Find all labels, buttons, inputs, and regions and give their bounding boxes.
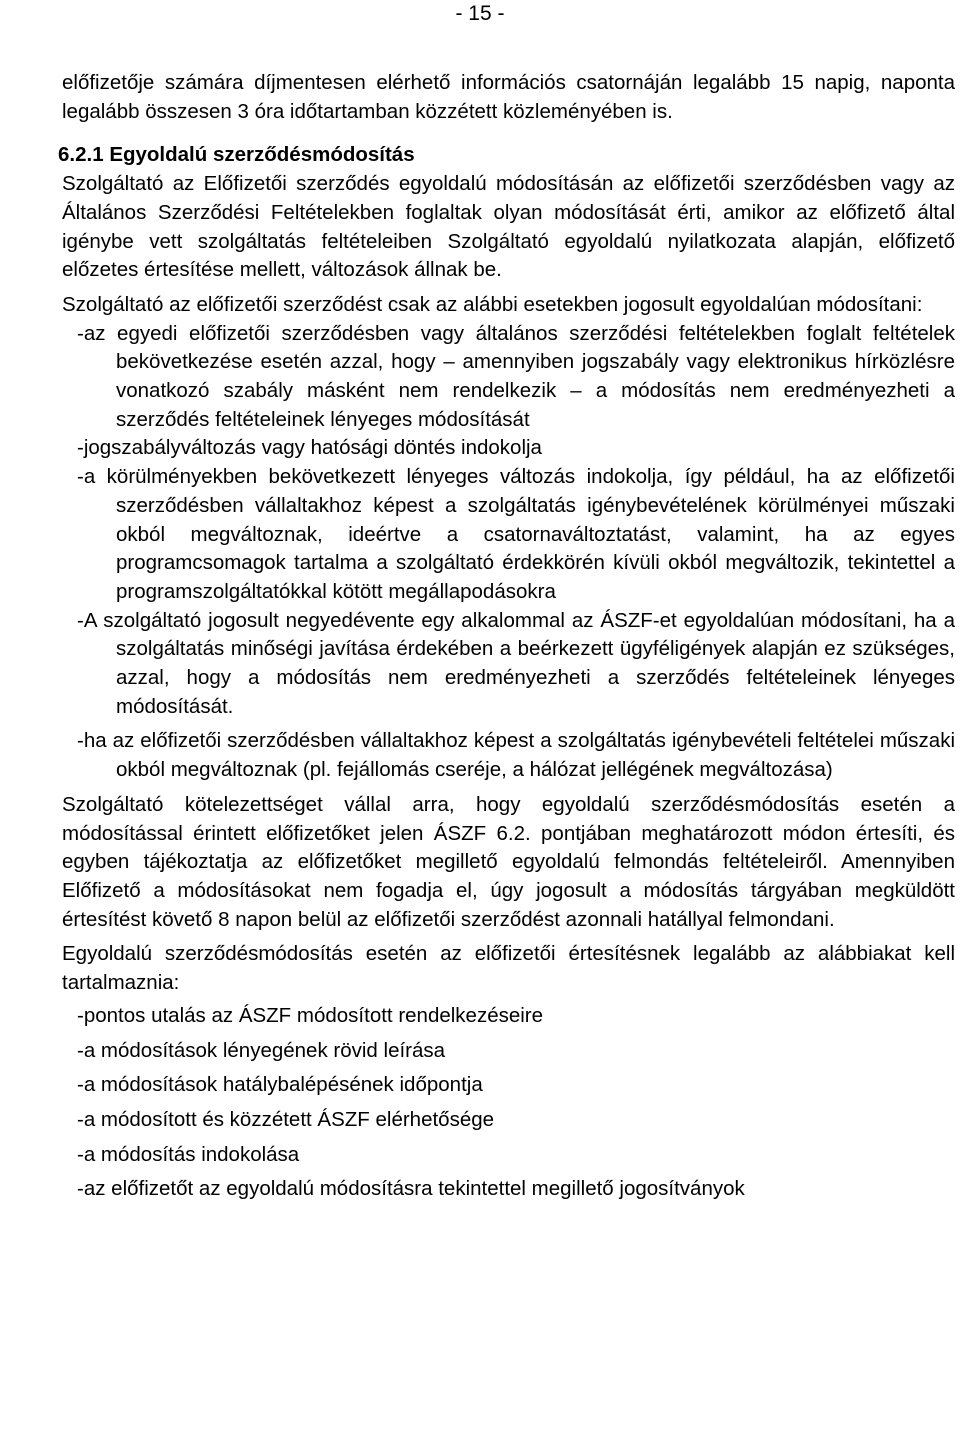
notice-intro-paragraph: Egyoldalú szerződésmódosítás esetén az előfizetői értesítésnek legalább az alábbiakat kell tartalmaznia: xyxy=(62,942,955,995)
list-item: -az egyedi előfizetői szerződésben vagy általános szerződési feltételekben foglalt feltételek bekövetkezése esetén azzal, hogy – amennyiben jogszabály vagy elektronikus hírközlésre vonatkozó szabály másként nem rendelkezik – a módosítás nem eredményezheti a szerződés feltételeinek lényeges módosítását xyxy=(77,321,955,431)
list-item: -a módosítás indokolása xyxy=(77,1142,300,1166)
list-item: -A szolgáltató jogosult negyedévente egy alkalommal az ÁSZF-et egyoldalúan módosítani, ha a szolgáltatás minőségi javítása érdekében a beérkezett ügyféligények alapján ez szükséges, azzal, hogy a módosítás nem eredményezheti a szerződés feltételeinek lényeges módosítását. xyxy=(77,608,955,718)
definition-paragraph: Szolgáltató az Előfizetői szerződés egyoldalú módosításán az előfizetői szerződésben vagy az Általános Szerződési Feltételekben foglaltak olyan módosítását érti, amikor az előfizető által igénybe vett szolgáltatás feltételeiben Szolgáltató egyoldalú nyilatkozata alapján, előfizető előzetes értesítése mellett, változások állnak be. xyxy=(62,172,955,282)
section-heading xyxy=(58,141,955,170)
intro-paragraph: előfizetője számára díjmentesen elérhető információs csatornáján legalább 15 napig, naponta legalább összesen 3 óra időtartamban közzétett közleményében is. xyxy=(62,71,955,123)
list-item: -ha az előfizetői szerződésben vállaltakhoz képest a szolgáltatás igénybevételi feltételei műszaki okból megváltoznak (pl. fejállomás cseréje, a hálózat jellégének megváltozása) xyxy=(77,729,955,782)
list-item: -a módosított és közzétett ÁSZF elérhetősége xyxy=(77,1107,495,1131)
list-item: -a körülményekben bekövetkezett lényeges változás indokolja, így például, ha az előfizetői szerződésben vállaltakhoz képest a szolgáltatás igénybevételének körülményei műszaki okból megváltoznak, ideértve a csatornaváltoztatást, valamint, ha az egyes programcsomagok tartalma a szolgáltató érdekkörén kívüli okból megváltozik, tekintettel a programszolgáltatókkal kötött megállapodásokra xyxy=(77,465,955,603)
list-item: -pontos utalás az ÁSZF módosított rendelkezéseire xyxy=(77,1003,544,1027)
document-body xyxy=(58,69,955,1204)
section-number: 6.2.1 xyxy=(58,143,104,167)
list-item: -az előfizetőt az egyoldalú módosításra tekintettel megillető jogosítványok xyxy=(77,1177,745,1201)
list-item: -jogszabályváltozás vagy hatósági döntés indokolja xyxy=(77,436,542,460)
obligation-paragraph: Szolgáltató kötelezettséget vállal arra, hogy egyoldalú szerződésmódosítás esetén a módosítással érintett előfizetőket jelen ÁSZF 6.2. pontjában meghatározott módon értesíti, és egyben tájékoztatja az előfizetőket megillető egyoldalú felmondás feltételeiről. Amennyiben Előfizető a módosításokat nem fogadja el, úgy jogosult a módosítás tárgyában megküldött értesítést követő 8 napon belül az előfizetői szerződést azonnali hatállyal felmondani. xyxy=(62,792,955,931)
page-number: - 15 - xyxy=(455,2,505,25)
list-item: -a módosítások lényegének rövid leírása xyxy=(77,1038,446,1062)
list-item: -a módosítások hatálybalépésének időpontja xyxy=(77,1073,483,1097)
notice-contents-list xyxy=(62,1002,955,1204)
section-title: Egyoldalú szerződésmódosítás xyxy=(109,143,415,167)
modification-cases-list xyxy=(62,320,955,785)
cases-intro-paragraph: Szolgáltató az előfizetői szerződést csak az alábbi esetekben jogosult egyoldalúan módosítani: xyxy=(62,292,923,316)
